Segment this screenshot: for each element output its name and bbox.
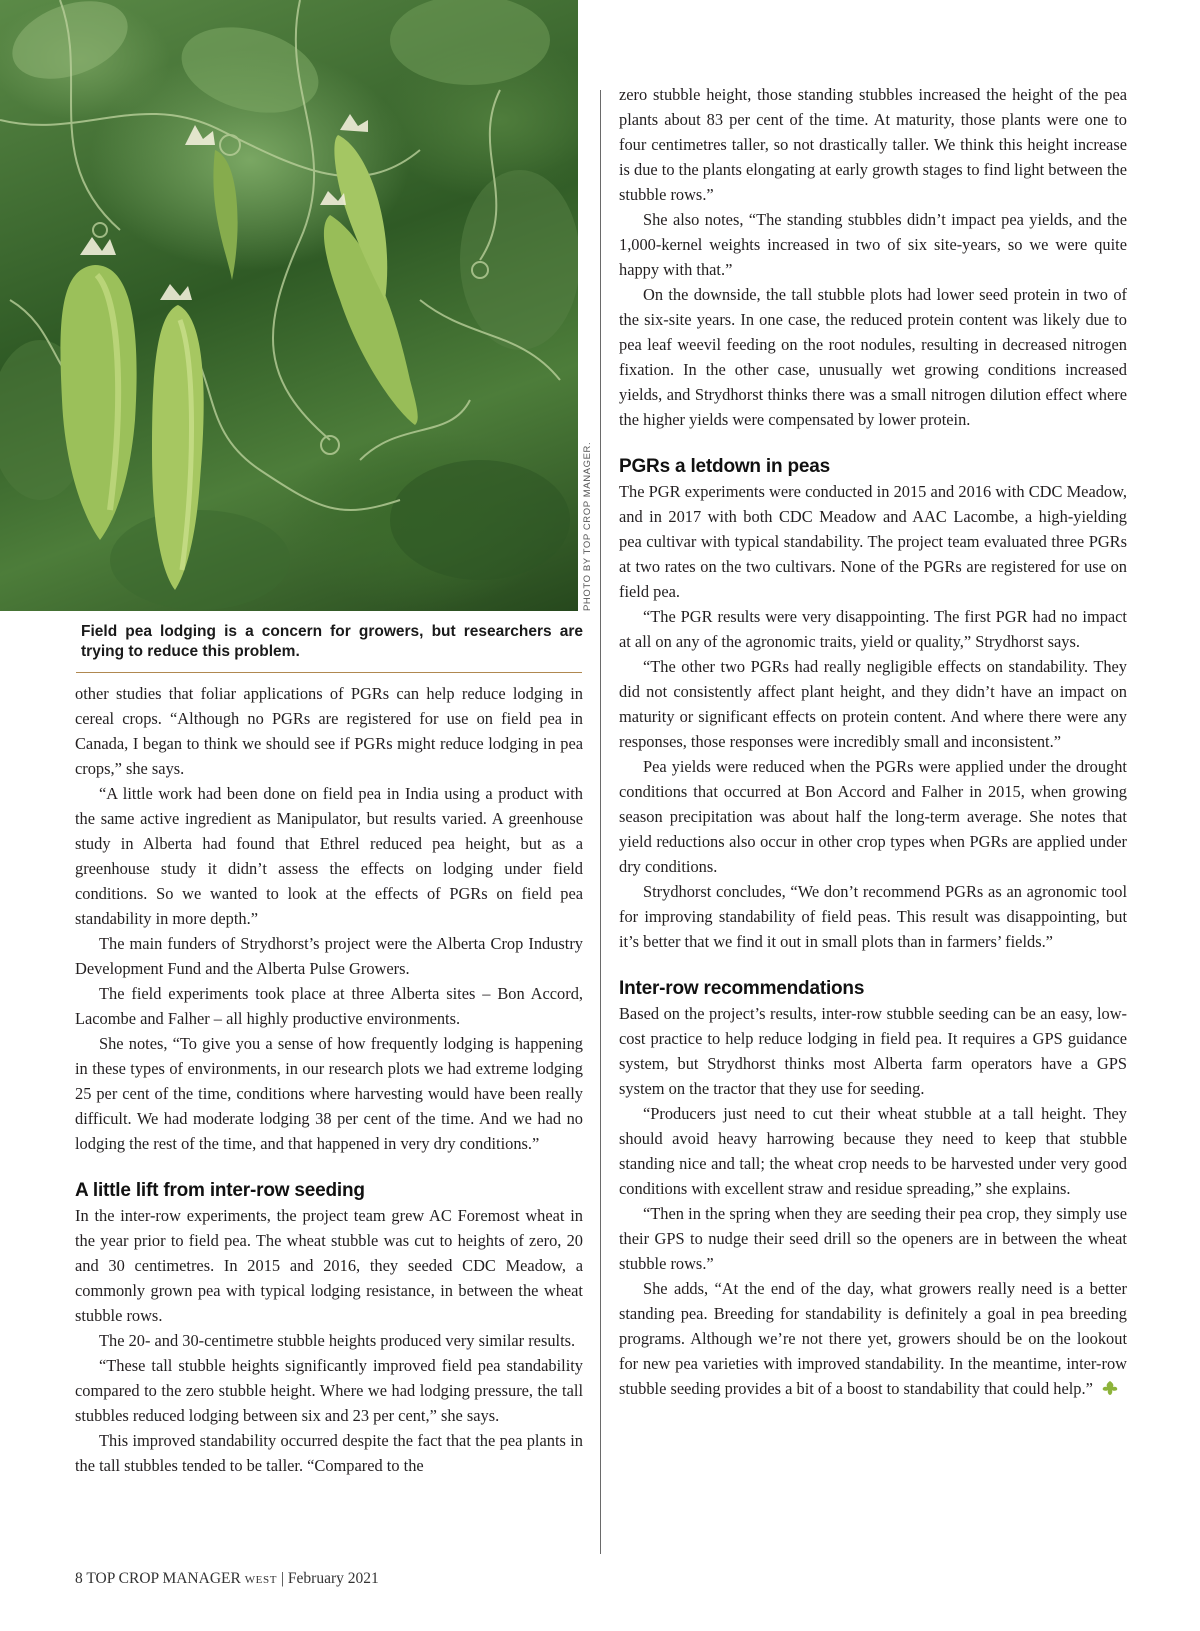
pea-pods-illustration [0, 0, 578, 611]
left-column [75, 681, 583, 1478]
paragraph: On the downside, the tall stubble plots had lower seed protein in two of the six-site years. In one case, the reduced protein content was likely due to pea leaf weevil feeding on the root nodules, resulting in decreased nitrogen fixation. In the other case, unusually wet growing conditions increased yields, and Strydhorst thinks there was a small nitrogen dilution effect where the higher yields were compensated by lower protein. [619, 285, 1127, 429]
paragraph: “Then in the spring when they are seeding their pea crop, they simply use their GPS to nudge their seed drill so the openers are in between the wheat stubble rows.” [619, 1204, 1127, 1273]
footer-separator: | [280, 1570, 285, 1587]
paragraph: The 20- and 30-centimetre stubble heights produced very similar results. [99, 1331, 576, 1350]
paragraph: The PGR experiments were conducted in 2015 and 2016 with CDC Meadow, and in 2017 with both CDC Meadow and AAC Lacombe, a high-yielding pea cultivar with typical standability. The project team evaluated three PGRs at two rates on the two cultivars. None of the PGRs are registered for use on field pea. [619, 482, 1127, 601]
paragraph: “The PGR results were very disappointing. The first PGR had no impact at all on any of the agronomic traits, yield or quality,” Strydhorst says. [619, 607, 1127, 651]
paragraph: She also notes, “The standing stubbles didn’t impact pea yields, and the 1,000-kernel weights increased in two of six site-years, so we were quite happy with that.” [619, 210, 1127, 279]
paragraph: “These tall stubble heights significantly improved field pea standability compared to the zero stubble height. Where we had lodging pressure, the tall stubbles reduced lodging between six and 23 per cent,” she says. [75, 1356, 583, 1425]
paragraph-text: She adds, “At the end of the day, what growers really need is a better standing pea. Breeding for standability is definitely a goal in pea breeding programs. Although we’re not there yet, growers should be on the lookout for new pea varieties with improved standability. In the meantime, inter-row stubble seeding provides a bit of a boost to standability that could help.” [619, 1279, 1127, 1398]
paragraph: In the inter-row experiments, the project team grew AC Foremost wheat in the year prior to field pea. The wheat stubble was cut to heights of zero, 20 and 30 centimetres. In 2015 and 2016, they seeded CDC Meadow, a commonly grown pea with typical lodging resistance, in between the wheat stubble rows. [75, 1206, 583, 1325]
section-heading: PGRs a letdown in peas [619, 456, 830, 477]
section-heading: A little lift from inter-row seeding [75, 1180, 365, 1201]
paragraph: “Producers just need to cut their wheat stubble at a tall height. They should avoid heavy harrowing because they need to keep that stubble standing nice and tall; the wheat crop needs to be harvested under very good conditions with excellent straw and residue spreading,” she explains. [619, 1104, 1127, 1198]
paragraph: “A little work had been done on field pea in India using a product with the same active ingredient as Manipulator, but results varied. A greenhouse study in Alberta had found that Ethrel reduced pea height, but as a greenhouse study it didn’t assess the effects on lodging under field conditions. So we wanted to look at the effects of PGRs on field pea standability in more depth.” [75, 784, 583, 928]
edition-label: WEST [244, 1574, 278, 1586]
paragraph-final [619, 1276, 1127, 1401]
issue-date: February 2021 [287, 1570, 379, 1587]
right-column [619, 82, 1127, 1401]
column-divider [600, 90, 601, 1554]
magazine-name: TOP CROP MANAGER [86, 1570, 241, 1587]
paragraph: She notes, “To give you a sense of how frequently lodging is happening in these types of environments, in our research plots we had extreme lodging 25 per cent of the time, conditions where harvesting would have been really difficult. We had moderate lodging 38 per cent of the time. And we had no lodging the rest of the time, and that happened in very dry conditions.” [75, 1034, 583, 1153]
photo-credit: PHOTO BY TOP CROP MANAGER. [582, 441, 593, 611]
paragraph: The main funders of Strydhorst’s project were the Alberta Crop Industry Development Fund and the Alberta Pulse Growers. [75, 934, 583, 978]
leaf-icon [1101, 1380, 1119, 1396]
photo-caption: Field pea lodging is a concern for growers, but researchers are trying to reduce this problem. [81, 623, 583, 660]
page-footer [75, 1570, 379, 1588]
paragraph: zero stubble height, those standing stubbles increased the height of the pea plants about 83 per cent of the time. At maturity, those plants were one to four centimetres taller, so not drastically taller. We think this height increase is due to the plants elongating at early growth stages to find light between the stubble rows.” [619, 85, 1127, 204]
paragraph: “The other two PGRs had really negligible effects on standability. They did not consistently affect plant height, and they didn’t have an impact on maturity or significant effects on protein content. And where there were any responses, those responses were incredibly small and inconsistent.” [619, 657, 1127, 751]
paragraph: This improved standability occurred despite the fact that the pea plants in the tall stubbles tended to be taller. “Compared to the [75, 1431, 583, 1475]
page-number: 8 [75, 1570, 83, 1587]
paragraph: Based on the project’s results, inter-row stubble seeding can be an easy, low-cost practice to help reduce lodging in field pea. It requires a GPS guidance system, but Strydhorst thinks most Alberta farm operators have a GPS system on the tractor that they use for seeding. [619, 1004, 1127, 1098]
pea-photo [0, 0, 578, 611]
paragraph: Pea yields were reduced when the PGRs were applied under the drought conditions that occurred at Bon Accord and Falher in 2015, when growing season precipitation was about half the long-term average. She notes that yield reductions also occur in other crop types when PGRs are applied under dry conditions. [619, 757, 1127, 876]
paragraph: other studies that foliar applications of PGRs can help reduce lodging in cereal crops. “Although no PGRs are registered for use on field pea in Canada, I began to think we should see if PGRs might reduce lodging in pea crops,” she says. [75, 684, 583, 778]
caption-divider [76, 672, 582, 673]
paragraph: The field experiments took place at three Alberta sites – Bon Accord, Lacombe and Falher – all highly productive environments. [75, 984, 583, 1028]
paragraph: Strydhorst concludes, “We don’t recommend PGRs as an agronomic tool for improving standability of field peas. This result was disappointing, but it’s better that we find it out in small plots than in farmers’ fields.” [619, 882, 1127, 951]
section-heading: Inter-row recommendations [619, 978, 865, 999]
